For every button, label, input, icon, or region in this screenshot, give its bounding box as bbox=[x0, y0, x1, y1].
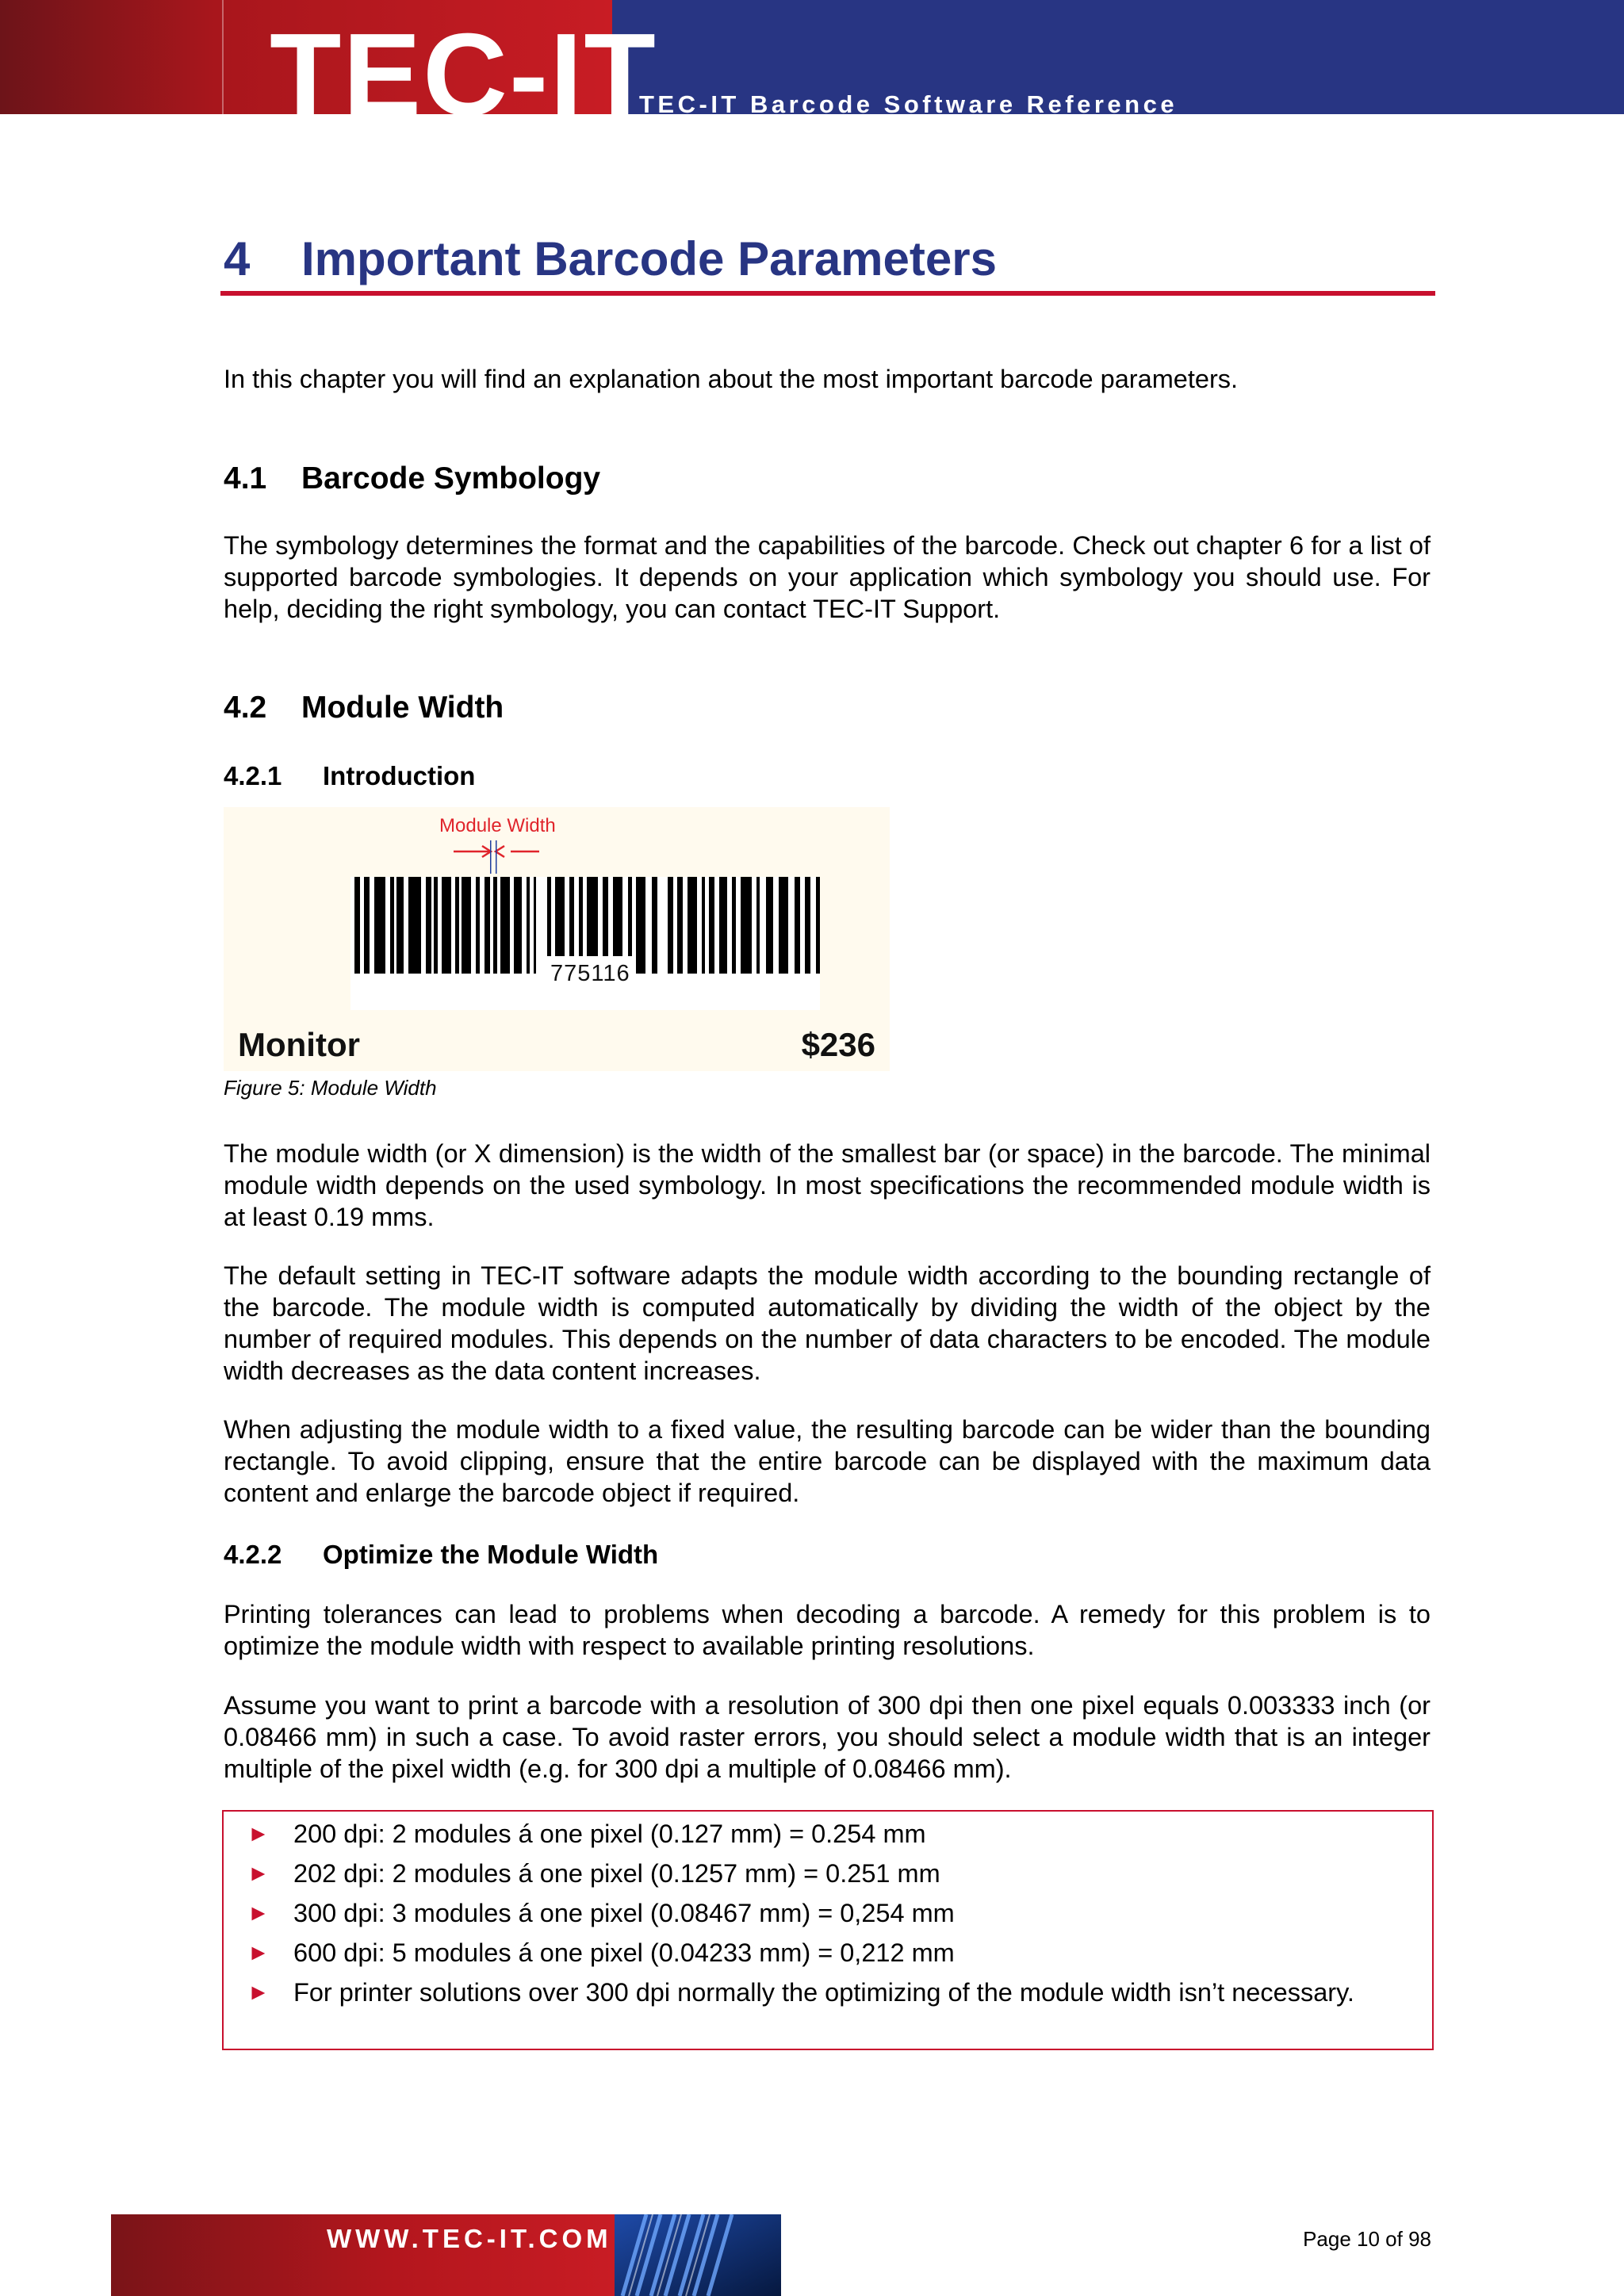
bullet-arrow-icon: ► bbox=[247, 1900, 270, 1925]
list-item bbox=[247, 1858, 1405, 1889]
figure-caption: Figure 5: Module Width bbox=[224, 1076, 437, 1100]
barcode-bar bbox=[547, 877, 551, 956]
section-heading-4-2 bbox=[224, 689, 504, 727]
barcode-bar bbox=[442, 877, 451, 974]
barcode-digits: 775116 bbox=[550, 961, 630, 986]
barcode-bar bbox=[719, 877, 727, 974]
section-number: 4.2 bbox=[224, 691, 267, 725]
chapter-heading bbox=[224, 230, 997, 289]
section-title: Module Width bbox=[301, 691, 504, 725]
list-item-text: For printer solutions over 300 dpi normally the optimizing of the module width isn’t necessary. bbox=[293, 1978, 1354, 2007]
bullet-arrow-icon: ► bbox=[247, 1940, 270, 1965]
barcode-bar bbox=[688, 877, 697, 974]
product-name: Monitor bbox=[238, 1026, 360, 1063]
dpi-examples-box bbox=[222, 1810, 1434, 2050]
optimize-paragraph-1: Printing tolerances can lead to problems when decoding a barcode. A remedy for this problem is to optimize the module width with respect to available printing resolutions. bbox=[224, 1600, 1431, 1660]
barcode-bar bbox=[766, 877, 773, 974]
barcode-bar bbox=[408, 877, 421, 974]
barcode-bar bbox=[455, 877, 459, 974]
list-item bbox=[247, 1937, 1405, 1969]
list-item-text: 300 dpi: 3 modules á one pixel (0.08467 mm) = 0,254 mm bbox=[293, 1899, 955, 1927]
list-item bbox=[247, 1897, 1405, 1929]
barcode-bar bbox=[587, 877, 598, 956]
section-number: 4.1 bbox=[224, 461, 267, 496]
barcode-bar bbox=[354, 877, 360, 974]
barcode-bars bbox=[354, 877, 820, 974]
subsection-title: Introduction bbox=[323, 761, 476, 790]
barcode-bar bbox=[779, 877, 788, 974]
barcode-bar bbox=[569, 877, 574, 956]
intro-paragraph: In this chapter you will find an explanation about the most important barcode parameters. bbox=[224, 365, 1239, 393]
barcode-bar bbox=[628, 877, 632, 956]
barcode-bar bbox=[702, 877, 705, 974]
subsection-heading-4-2-2 bbox=[224, 1538, 658, 1571]
barcode-bar bbox=[677, 877, 683, 974]
barcode-bar bbox=[485, 877, 490, 974]
barcode-bar bbox=[434, 877, 438, 974]
barcode-bar bbox=[396, 877, 404, 974]
chapter-rule bbox=[220, 291, 1435, 296]
barcode-bar bbox=[795, 877, 800, 974]
bullet-arrow-icon: ► bbox=[247, 1821, 270, 1846]
list-item bbox=[247, 1976, 1405, 2008]
barcode-bar bbox=[476, 877, 480, 974]
barcode-bar bbox=[364, 877, 370, 974]
product-price: $236 bbox=[801, 1026, 875, 1063]
subsection-title: Optimize the Module Width bbox=[323, 1540, 659, 1569]
barcode-bar bbox=[709, 877, 714, 974]
barcode-bar bbox=[732, 877, 736, 974]
list-item bbox=[247, 1818, 1405, 1850]
barcode-bar bbox=[534, 877, 536, 974]
barcode-bar bbox=[500, 877, 510, 974]
subsection-number: 4.2.1 bbox=[224, 761, 282, 790]
footer-decorative-image bbox=[615, 2214, 781, 2296]
barcode-bar bbox=[603, 877, 608, 956]
barcode-bar bbox=[493, 877, 497, 974]
barcode-bar bbox=[426, 877, 431, 974]
footer-url: WWW.TEC-IT.COM bbox=[327, 2224, 612, 2253]
symbology-paragraph: The symbology determines the format and the capabilities of the barcode. Check out chapter 6 for a list of supported barcode symbologies. It depends on your application which symbology you should use. For help, deciding the right symbology, you can contact TEC-IT Support. bbox=[224, 531, 1431, 623]
barcode-bar bbox=[636, 877, 645, 974]
barcode-bar bbox=[527, 877, 530, 974]
section-title: Barcode Symbology bbox=[301, 461, 601, 496]
subsection-number: 4.2.2 bbox=[224, 1540, 282, 1569]
chapter-number: 4 bbox=[224, 232, 251, 285]
module-marker-right bbox=[496, 840, 497, 874]
barcode-bar bbox=[555, 877, 565, 956]
module-width-paragraph-2: The default setting in TEC-IT software adapts the module width according to the bounding rectangle of the barcode. The module width is computed automatically by dividing the width of the object by the number of required modules. This depends on the number of data characters to be encoded. The module width decreases as the data content increases. bbox=[224, 1261, 1431, 1385]
header-title: TEC-IT Barcode Software Reference bbox=[639, 90, 1178, 118]
barcode-bar bbox=[579, 877, 583, 956]
section-heading-4-1 bbox=[224, 460, 600, 498]
tec-it-logo: TEC-IT bbox=[270, 16, 657, 119]
barcode-bar bbox=[668, 877, 673, 974]
module-marker-left bbox=[490, 840, 492, 874]
page-number: Page 10 of 98 bbox=[1303, 2227, 1431, 2251]
barcode-bar bbox=[816, 877, 820, 974]
list-item-text: 200 dpi: 2 modules á one pixel (0.127 mm) = 0.254 mm bbox=[293, 1820, 926, 1848]
bullet-arrow-icon: ► bbox=[247, 1980, 270, 2004]
module-width-paragraph-3: When adjusting the module width to a fixed value, the resulting barcode can be wider than the bounding rectangle. To avoid clipping, ensure that the entire barcode can be displayed with the maximum data content and enlarge the barcode object if required. bbox=[224, 1415, 1431, 1507]
module-width-label: Module Width bbox=[439, 815, 556, 836]
barcode-bar bbox=[613, 877, 622, 956]
optimize-paragraph-2: Assume you want to print a barcode with a resolution of 300 dpi then one pixel equals 0.003333 inch (or 0.08466 mm) in such a case. To avoid raster errors, you should select a module width that is an integer multiple of the pixel width (e.g. for 300 dpi a multiple of 0.08466 mm). bbox=[224, 1691, 1431, 1783]
barcode-bar bbox=[741, 877, 752, 974]
barcode-bar bbox=[390, 877, 394, 974]
header-divider bbox=[222, 0, 224, 114]
barcode-bar bbox=[462, 877, 471, 974]
barcode-bar bbox=[805, 877, 810, 974]
chapter-title: Important Barcode Parameters bbox=[301, 232, 997, 285]
footer-pattern bbox=[615, 2214, 781, 2296]
barcode-bar bbox=[756, 877, 760, 974]
barcode-bar bbox=[514, 877, 522, 974]
list-item-text: 600 dpi: 5 modules á one pixel (0.04233 mm) = 0,212 mm bbox=[293, 1938, 955, 1967]
bullet-arrow-icon: ► bbox=[247, 1861, 270, 1885]
barcode-bar bbox=[652, 877, 657, 974]
barcode-bar bbox=[374, 877, 385, 974]
list-item-text: 202 dpi: 2 modules á one pixel (0.1257 mm) = 0.251 mm bbox=[293, 1859, 940, 1888]
module-width-figure bbox=[224, 807, 890, 1071]
subsection-heading-4-2-1 bbox=[224, 760, 475, 793]
module-width-paragraph-1: The module width (or X dimension) is the width of the smallest bar (or space) in the barcode. The minimal module width depends on the used symbology. In most specifications the recommended module width is at least 0.19 mms. bbox=[224, 1139, 1431, 1231]
